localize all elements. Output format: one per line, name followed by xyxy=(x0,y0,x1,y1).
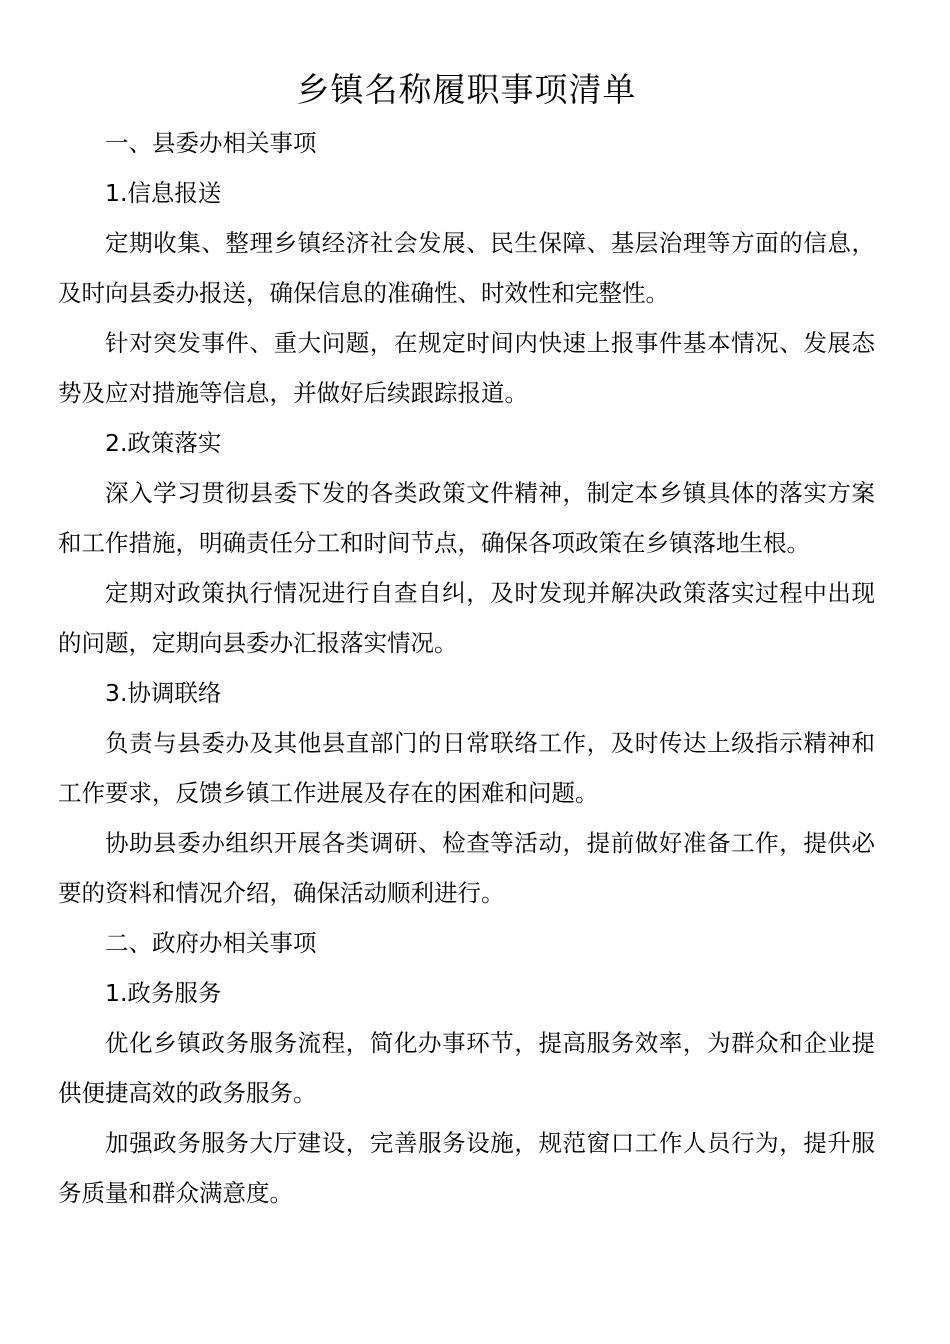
section-heading: 二、政府办相关事项 xyxy=(105,929,317,957)
paragraph: 负责与县委办及其他县直部门的日常联络工作，及时传达上级指示精神和工作要求，反馈乡镇工作进展及存在的困难和问题。 xyxy=(58,729,875,807)
subsection-heading: 2.政策落实 xyxy=(105,429,222,457)
paragraph: 定期收集、整理乡镇经济社会发展、民生保障、基层治理等方面的信息，及时向县委办报送，确保信息的准确性、时效性和完整性。 xyxy=(58,229,875,307)
section-heading: 一、县委办相关事项 xyxy=(105,129,317,157)
document-title: 乡镇名称履职事项清单 xyxy=(296,70,637,109)
subsection-heading: 1.政务服务 xyxy=(105,979,222,1007)
paragraph: 协助县委办组织开展各类调研、检查等活动，提前做好准备工作，提供必要的资料和情况介绍，确保活动顺利进行。 xyxy=(58,829,875,907)
subsection-heading: 1.信息报送 xyxy=(105,179,222,207)
paragraph: 针对突发事件、重大问题，在规定时间内快速上报事件基本情况、发展态势及应对措施等信息，并做好后续跟踪报道。 xyxy=(58,329,875,407)
document-body xyxy=(58,62,875,1218)
subsection-heading: 3.协调联络 xyxy=(105,679,222,707)
paragraph: 深入学习贯彻县委下发的各类政策文件精神，制定本乡镇具体的落实方案和工作措施，明确责任分工和时间节点，确保各项政策在乡镇落地生根。 xyxy=(58,479,875,557)
paragraph: 优化乡镇政务服务流程，简化办事环节，提高服务效率，为群众和企业提供便捷高效的政务服务。 xyxy=(58,1029,875,1107)
paragraph: 定期对政策执行情况进行自查自纠，及时发现并解决政策落实过程中出现的问题，定期向县委办汇报落实情况。 xyxy=(58,579,875,657)
paragraph: 加强政务服务大厅建设，完善服务设施，规范窗口工作人员行为，提升服务质量和群众满意度。 xyxy=(58,1129,875,1207)
